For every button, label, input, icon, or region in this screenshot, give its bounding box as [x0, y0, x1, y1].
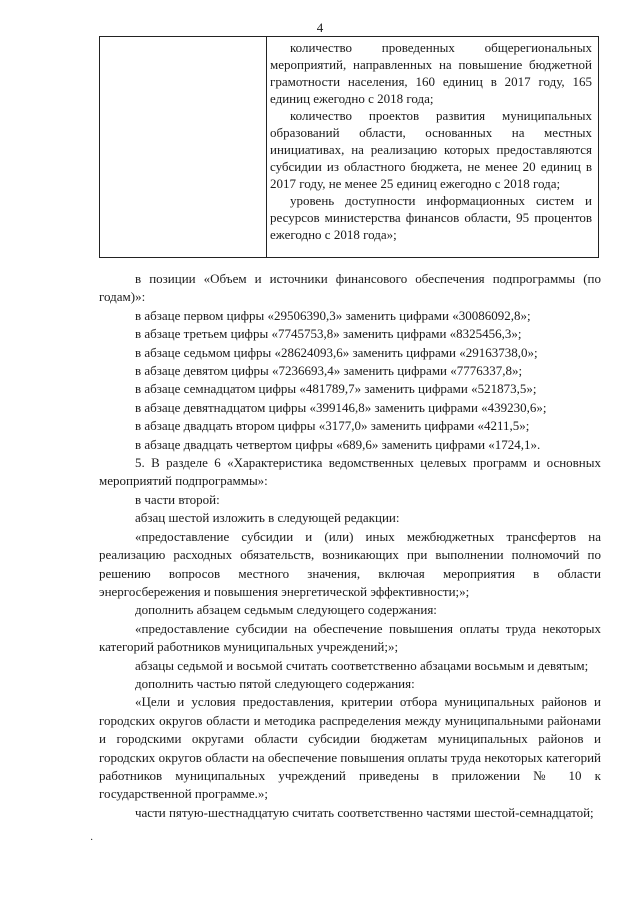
paragraph: в абзаце двадцать втором цифры «3177,0» заменить цифрами «4211,5»; — [135, 418, 530, 434]
paragraph: в абзаце семнадцатом цифры «481789,7» заменить цифрами «521873,5»; — [135, 381, 537, 397]
scan-speck: · — [90, 835, 94, 846]
document-body — [99, 270, 601, 822]
paragraph: в абзаце третьем цифры «7745753,8» заменить цифрами «8325456,3»; — [135, 326, 522, 342]
table-cell-paragraph: количество проведенных общерегиональных мероприятий, направленных на повышение бюджетной грамотности населения, 160 единиц в 2017 году, 165 единиц ежегодно с 2018 года; — [270, 40, 592, 106]
paragraph: дополнить абзацем седьмым следующего содержания: — [135, 602, 437, 618]
paragraph: в абзаце седьмом цифры «28624093,6» заменить цифрами «29163738,0»; — [135, 344, 538, 360]
paragraph: в абзаце девятом цифры «7236693,4» заменить цифрами «7776337,8»; — [135, 363, 523, 379]
table-column-divider — [266, 37, 267, 257]
paragraph: в части второй: — [135, 491, 220, 507]
table-cell-paragraph: количество проектов развития муниципальных образований области, основанных на местных инициативах, на реализацию которых предоставляются субсидии из областного бюджета, не менее 20 единиц в 2017 году, не менее 25 единиц ежегодно с 2018 года; — [270, 108, 592, 191]
paragraph: 5. В разделе 6 «Характеристика ведомственных целевых программ и основных мероприятий подпрограммы»: — [99, 455, 601, 489]
table-cell-paragraph: уровень доступности информационных систем и ресурсов министерства финансов области, 95 процентов ежегодно с 2018 года»; — [270, 193, 592, 242]
paragraph: в абзаце девятнадцатом цифры «399146,8» заменить цифрами «439230,6»; — [135, 399, 547, 415]
page-number: 4 — [316, 20, 324, 35]
paragraph: абзацы седьмой и восьмой считать соответственно абзацами восьмым и девятым; — [135, 657, 589, 673]
paragraph: в абзаце двадцать четвертом цифры «689,6» заменить цифрами «1724,1». — [135, 436, 541, 452]
paragraph: дополнить частью пятой следующего содержания: — [135, 675, 415, 691]
paragraph: в абзаце первом цифры «29506390,3» заменить цифрами «30086092,8»; — [135, 307, 531, 323]
paragraph: «Цели и условия предоставления, критерии отбора муниципальных районов и городских округов области и методика распределения между муниципальными районами и городскими округами области субсидии бюджетам муниципальных районов и городских округов области на обеспечение повышения оплаты труда некоторых категорий работников муниципальных учреждений приведены в приложении № 10 к государственной программе.»; — [99, 694, 601, 802]
indicator-table — [99, 36, 599, 258]
paragraph: «предоставление субсидии и (или) иных межбюджетных трансфертов на реализацию расходных обязательств, возникающих при выполнении полномочий по решению вопросов местного значения, включая мероприятия в области энергосбережения и повышения энергетической эффективности;»; — [99, 528, 601, 599]
paragraph: в позиции «Объем и источники финансового обеспечения подпрограммы (по годам)»: — [99, 271, 601, 305]
paragraph: «предоставление субсидии на обеспечение повышения оплаты труда некоторых категорий работников муниципальных учреждений;»; — [99, 620, 601, 655]
paragraph: абзац шестой изложить в следующей редакции: — [135, 510, 400, 526]
table-cell-indicators — [270, 39, 592, 243]
paragraph: части пятую-шестнадцатую считать соответственно частями шестой-семнадцатой; — [135, 804, 594, 820]
